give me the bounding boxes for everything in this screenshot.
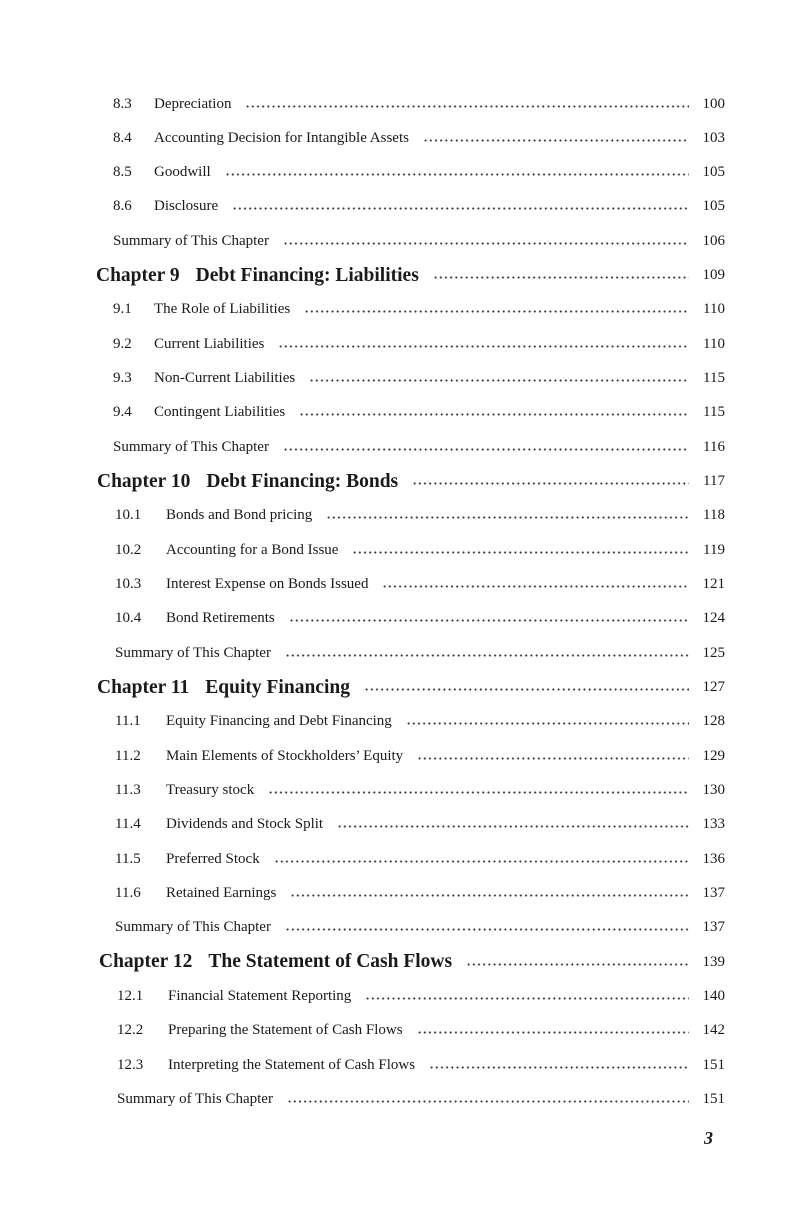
entry-title: Disclosure: [154, 198, 219, 215]
entry-number: 11.3: [115, 782, 141, 799]
dot-leader: [429, 1066, 689, 1069]
dot-leader: [337, 825, 689, 828]
entry-number: 11.5: [115, 850, 141, 867]
toc-summary-entry: [115, 641, 725, 665]
entry-title: Dividends and Stock Split: [166, 816, 324, 833]
entry-title: Summary of This Chapter: [117, 1091, 273, 1108]
entry-page-number: 142: [702, 1022, 725, 1039]
toc-section-entry: [113, 332, 725, 356]
dot-leader: [326, 516, 689, 519]
entry-title: Treasury stock: [166, 782, 255, 799]
entry-title: Current Liabilities: [154, 335, 265, 352]
entry-page-number: 116: [703, 438, 725, 455]
dot-leader: [433, 276, 689, 279]
toc-section-entry: [115, 813, 725, 837]
entry-title: Bonds and Bond pricing: [166, 507, 313, 524]
entry-title: Debt Financing: Bonds: [206, 470, 399, 492]
entry-page-number: 110: [703, 335, 725, 352]
entry-page-number: 139: [702, 953, 725, 970]
entry-page-number: 100: [702, 95, 725, 112]
toc-summary-entry: [115, 916, 725, 940]
entry-number: 11.2: [115, 747, 141, 764]
dot-leader: [290, 894, 689, 897]
dot-leader: [274, 860, 689, 863]
toc-section-entry: [117, 1053, 725, 1077]
dot-leader: [417, 1031, 689, 1034]
toc-section-entry: [115, 710, 725, 734]
dot-leader: [278, 345, 689, 348]
toc-chapter-entry: [97, 470, 725, 494]
entry-title: Bond Retirements: [166, 610, 275, 627]
entry-title: The Role of Liabilities: [154, 301, 291, 318]
toc-section-entry: [115, 882, 725, 906]
dot-leader: [423, 139, 689, 142]
entry-title: Main Elements of Stockholders’ Equity: [166, 747, 404, 764]
toc-section-entry: [115, 607, 725, 631]
entry-number: 9.1: [113, 301, 132, 318]
entry-page-number: 128: [702, 713, 725, 730]
toc-chapter-entry: [99, 950, 725, 974]
entry-number: 12.3: [117, 1056, 144, 1073]
entry-title: Preparing the Statement of Cash Flows: [168, 1022, 403, 1039]
entry-title: Interest Expense on Bonds Issued: [166, 576, 369, 593]
entry-title: Summary of This Chapter: [113, 232, 269, 249]
dot-leader: [283, 448, 689, 451]
entry-number: 10.4: [115, 610, 142, 627]
entry-number: 12.1: [117, 988, 144, 1005]
dot-leader: [287, 1100, 689, 1103]
dot-leader: [285, 928, 689, 931]
entry-page-number: 140: [702, 988, 725, 1005]
entry-number: 8.4: [113, 129, 132, 146]
entry-page-number: 151: [702, 1091, 725, 1108]
toc-section-entry: [113, 126, 725, 150]
entry-number: Chapter 11: [97, 676, 190, 698]
entry-number: 9.2: [113, 335, 132, 352]
toc-section-entry: [115, 573, 725, 597]
entry-number: 9.4: [113, 404, 132, 421]
toc-section-entry: [115, 779, 725, 803]
toc-section-entry: [115, 847, 725, 871]
entry-number: Chapter 10: [97, 470, 191, 492]
entry-number: 10.1: [115, 507, 142, 524]
entry-page-number: 105: [702, 164, 725, 181]
dot-leader: [268, 791, 689, 794]
entry-title: Non-Current Liabilities: [154, 370, 296, 387]
dot-leader: [245, 105, 689, 108]
dot-leader: [417, 757, 689, 760]
dot-leader: [289, 619, 689, 622]
entry-number: 8.5: [113, 164, 132, 181]
entry-title: Depreciation: [154, 95, 232, 112]
entry-title: Summary of This Chapter: [115, 919, 271, 936]
entry-title: Summary of This Chapter: [115, 644, 271, 661]
entry-title: Goodwill: [154, 164, 211, 181]
entry-title: Accounting for a Bond Issue: [166, 541, 339, 558]
dot-leader: [412, 482, 689, 485]
toc-section-entry: [113, 92, 725, 116]
dot-leader: [283, 242, 689, 245]
entry-number: Chapter 9: [96, 264, 180, 286]
toc-section-entry: [113, 161, 725, 185]
entry-page-number: 118: [703, 507, 725, 524]
entry-number: 11.4: [115, 816, 141, 833]
entry-title: Equity Financing and Debt Financing: [166, 713, 392, 730]
dot-leader: [466, 963, 689, 966]
entry-number: 9.3: [113, 370, 132, 387]
entry-title: Retained Earnings: [166, 885, 277, 902]
toc-section-entry: [113, 401, 725, 425]
entry-number: 10.3: [115, 576, 142, 593]
entry-page-number: 133: [702, 816, 725, 833]
toc-chapter-entry: [97, 676, 725, 700]
entry-page-number: 136: [702, 850, 725, 867]
toc-section-entry: [113, 298, 725, 322]
entry-title: Summary of This Chapter: [113, 438, 269, 455]
entry-page-number: 110: [703, 301, 725, 318]
toc-section-entry: [113, 195, 725, 219]
entry-title: Interpreting the Statement of Cash Flows: [168, 1056, 416, 1073]
entry-page-number: 119: [703, 541, 725, 558]
entry-number: Chapter 12: [99, 951, 193, 973]
toc-summary-entry: [113, 435, 725, 459]
entry-page-number: 124: [702, 610, 725, 627]
entry-page-number: 137: [702, 919, 725, 936]
entry-page-number: 137: [702, 885, 725, 902]
entry-number: 8.3: [113, 95, 132, 112]
entry-number: 10.2: [115, 541, 142, 558]
dot-leader: [225, 173, 689, 176]
dot-leader: [304, 310, 689, 313]
toc-section-entry: [113, 367, 725, 391]
toc-section-entry: [117, 1019, 725, 1043]
dot-leader: [406, 722, 689, 725]
dot-leader: [382, 585, 689, 588]
entry-page-number: 121: [702, 576, 725, 593]
entry-page-number: 106: [702, 232, 725, 249]
dot-leader: [309, 379, 689, 382]
toc-summary-entry: [117, 1088, 725, 1112]
dot-leader: [299, 413, 689, 416]
entry-title: Financial Statement Reporting: [168, 988, 352, 1005]
page-number: 3: [704, 1128, 713, 1148]
entry-page-number: 129: [702, 747, 725, 764]
entry-number: 11.1: [115, 713, 141, 730]
entry-page-number: 151: [702, 1056, 725, 1073]
entry-title: Debt Financing: Liabilities: [195, 264, 419, 286]
entry-page-number: 115: [703, 404, 725, 421]
entry-title: Contingent Liabilities: [154, 404, 286, 421]
toc-chapter-entry: [96, 264, 725, 288]
entry-title: The Statement of Cash Flows: [208, 951, 453, 973]
dot-leader: [352, 551, 689, 554]
toc-section-entry: [115, 744, 725, 768]
entry-number: 12.2: [117, 1022, 144, 1039]
dot-leader: [285, 654, 689, 657]
entry-number: 8.6: [113, 198, 132, 215]
toc-section-entry: [117, 985, 725, 1009]
entry-page-number: 105: [702, 198, 725, 215]
entry-title: Equity Financing: [205, 676, 350, 698]
dot-leader: [232, 207, 689, 210]
entry-title: Accounting Decision for Intangible Assets: [154, 129, 409, 146]
entry-number: 11.6: [115, 885, 141, 902]
entry-page-number: 125: [702, 644, 725, 661]
dot-leader: [364, 688, 689, 691]
toc-summary-entry: [113, 229, 725, 253]
entry-title: Preferred Stock: [166, 850, 260, 867]
entry-page-number: 115: [703, 370, 725, 387]
entry-page-number: 103: [702, 129, 725, 146]
dot-leader: [365, 997, 689, 1000]
entry-page-number: 109: [702, 267, 725, 284]
toc-section-entry: [115, 504, 725, 528]
entry-page-number: 130: [702, 782, 725, 799]
entry-page-number: 127: [702, 679, 725, 696]
entry-page-number: 117: [703, 473, 725, 490]
toc-section-entry: [115, 538, 725, 562]
